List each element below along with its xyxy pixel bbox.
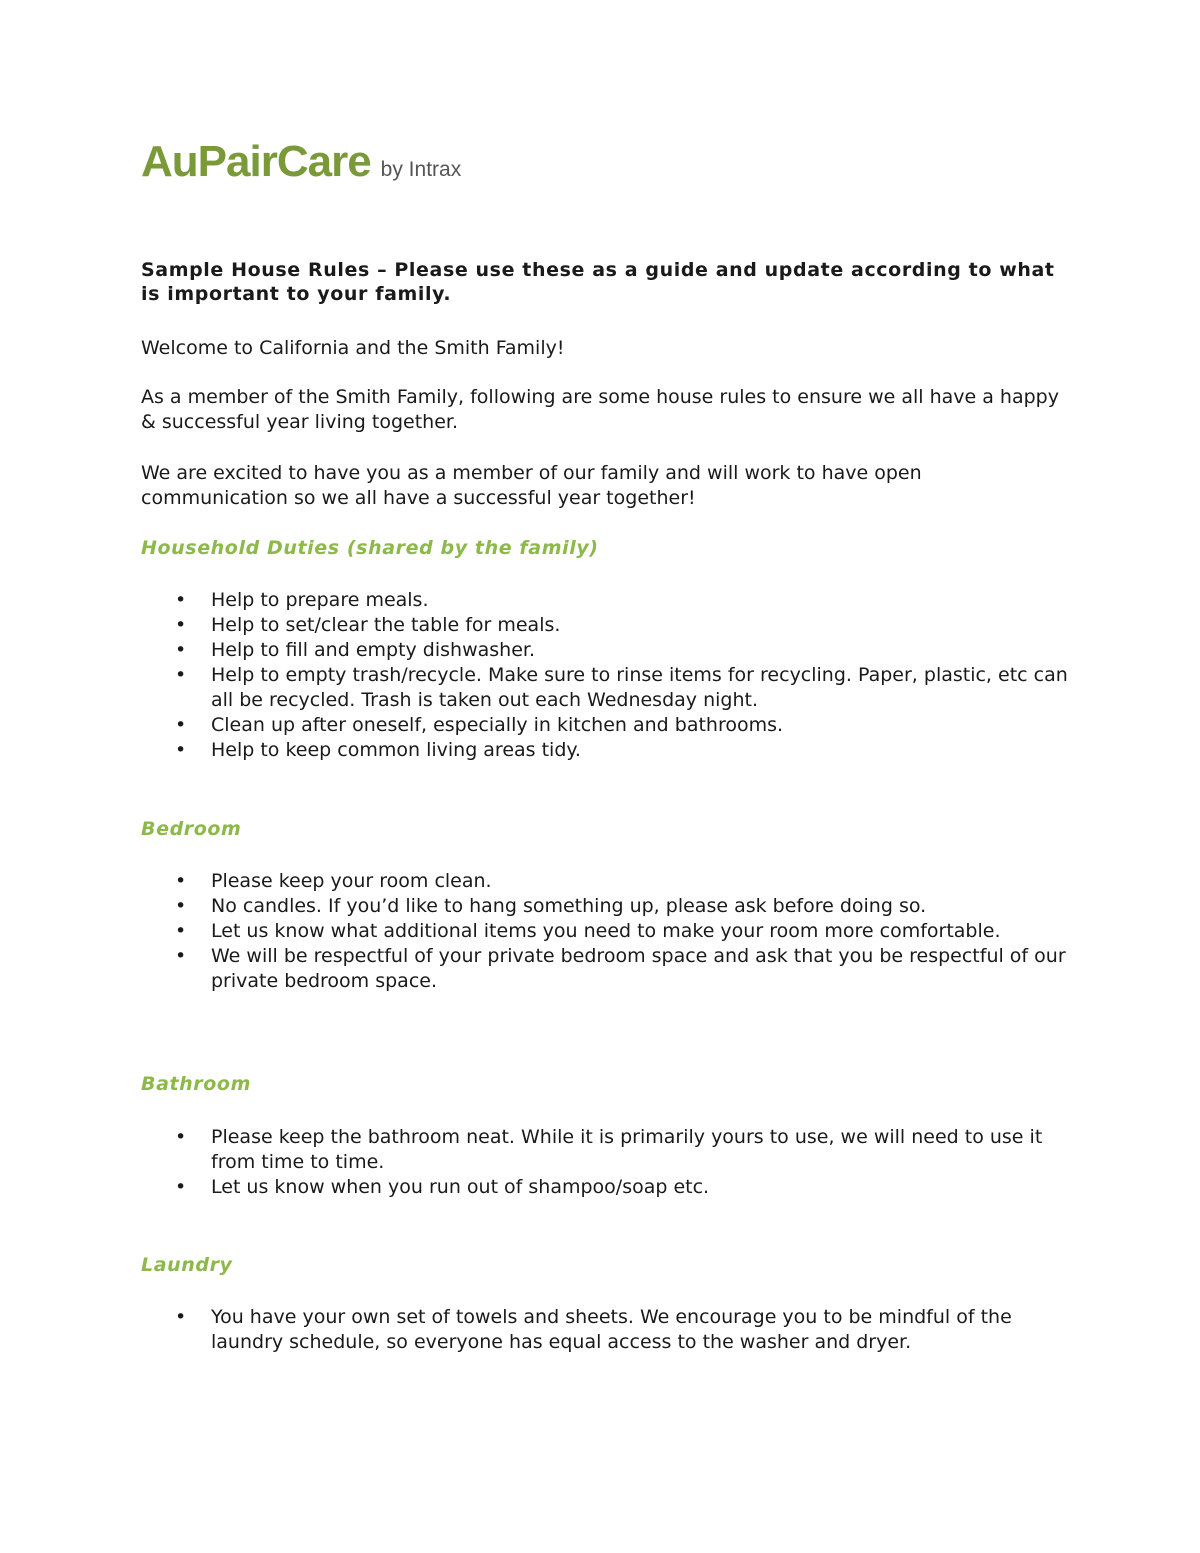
bullet-icon: • [175, 1126, 187, 1148]
bathroom-list [141, 1125, 1071, 1200]
bullet-icon: • [175, 589, 187, 611]
bullet-icon: • [175, 945, 187, 967]
bullet-icon: • [175, 920, 187, 942]
section-title-household-duties: Household Duties (shared by the family) [141, 537, 599, 559]
list-item: • Please keep your room clean. [175, 870, 492, 892]
list-item: • Help to keep common living areas tidy. [175, 739, 581, 761]
list-item: • Let us know what additional items you need to make your room more comfortable. [175, 920, 1001, 942]
list-item: • We will be respectful of your private bedroom space and ask that you be respectful of our private bedroom space. [175, 945, 1066, 992]
bullet-icon: • [175, 614, 187, 636]
logo-wordmark: AuPairCare [141, 137, 371, 186]
list-item: • Help to prepare meals. [175, 589, 429, 611]
document-heading: Sample House Rules – Please use these as a guide and update according to what is important to your family. [141, 259, 1055, 305]
bullet-icon: • [175, 639, 187, 661]
section-title-bedroom: Bedroom [141, 818, 242, 840]
household-duties-list [141, 588, 1071, 763]
bedroom-list [141, 869, 1071, 994]
bullet-icon: • [175, 739, 187, 761]
logo-byline: by Intrax [380, 158, 462, 181]
list-item: • Please keep the bathroom neat. While it is primarily yours to use, we will need to use it from time to time. [175, 1126, 1043, 1173]
list-item: • Help to set/clear the table for meals. [175, 614, 561, 636]
section-title-laundry: Laundry [141, 1254, 233, 1276]
list-item: • Clean up after oneself, especially in kitchen and bathrooms. [175, 714, 784, 736]
section-title-bathroom: Bathroom [141, 1073, 251, 1095]
welcome-line: Welcome to California and the Smith Family! [141, 337, 565, 359]
bullet-icon: • [175, 895, 187, 917]
bullet-icon: • [175, 870, 187, 892]
laundry-list [141, 1305, 1071, 1355]
bullet-icon: • [175, 664, 187, 686]
list-item: • Let us know when you run out of shampoo/soap etc. [175, 1176, 710, 1198]
list-item: • Help to empty trash/recycle. Make sure to rinse items for recycling. Paper, plastic, etc can all be recycled. Trash is taken out each Wednesday night. [175, 664, 1068, 711]
bullet-icon: • [175, 714, 187, 736]
bullet-icon: • [175, 1176, 187, 1198]
list-item: • No candles. If you’d like to hang something up, please ask before doing so. [175, 895, 927, 917]
company-logo [141, 137, 461, 187]
intro-paragraph-2: We are excited to have you as a member of our family and will work to have open communication so we all have a successful year together! [141, 462, 922, 509]
list-item: • You have your own set of towels and sheets. We encourage you to be mindful of the laundry schedule, so everyone has equal access to the washer and dryer. [175, 1306, 1012, 1353]
intro-paragraph-1: As a member of the Smith Family, following are some house rules to ensure we all have a happy & successful year living together. [141, 386, 1059, 433]
list-item: • Help to fill and empty dishwasher. [175, 639, 536, 661]
bullet-icon: • [175, 1306, 187, 1328]
